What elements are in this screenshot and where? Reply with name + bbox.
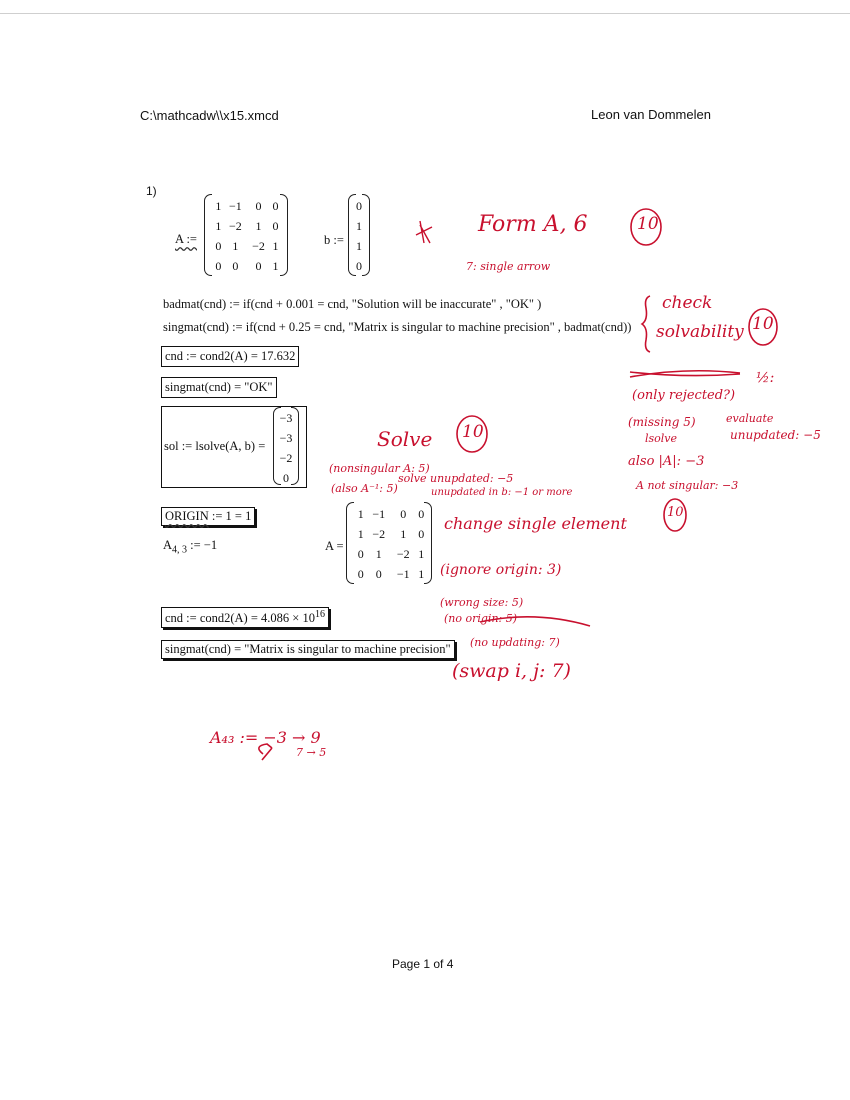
- badmat-definition: badmat(cnd) := if(cnd + 0.001 = cnd, "Solution will be inaccurate" , "OK" ): [163, 297, 542, 311]
- solve-annotation: Solve: [377, 427, 433, 451]
- matrix-a-cell: 1: [272, 258, 279, 273]
- assign-value: := −1: [187, 538, 218, 552]
- matrix-a2-cell: −2: [396, 546, 410, 561]
- matrix-a-row: [213, 196, 281, 216]
- form-mark: [416, 221, 432, 243]
- vector-b-cell: 0: [356, 258, 362, 273]
- matrix-a-right-bracket: [280, 194, 288, 276]
- matrix-a2-left-bracket: [346, 502, 354, 584]
- matrix-a2-cell: −1: [396, 566, 410, 581]
- page-number: Page 1 of 4: [392, 957, 454, 971]
- matrix-a2-row: [355, 564, 427, 584]
- solution-cell: −3: [279, 430, 293, 445]
- matrix-a2-cell: −2: [372, 526, 386, 541]
- matrix-a2-cell: 1: [418, 566, 425, 581]
- vector-b-row: [355, 196, 363, 216]
- solution-row: [279, 448, 293, 468]
- matrix-a-cell: 0: [255, 198, 262, 213]
- matrix-a-table: [213, 196, 281, 276]
- vector-b: [348, 194, 370, 276]
- unupdated-note: unupdated: −5: [730, 428, 821, 442]
- origin-statement: [161, 507, 255, 526]
- vector-b-right-bracket: [362, 194, 370, 276]
- strike-2: [630, 372, 740, 376]
- matrix-a-row: [213, 236, 281, 256]
- matrix-a2-cell: 1: [418, 546, 425, 561]
- vector-b-table: [355, 196, 363, 276]
- matrix-a-cell: 1: [272, 238, 279, 253]
- form-note: 7: single arrow: [466, 260, 551, 273]
- author-name: Leon van Dommelen: [591, 107, 711, 122]
- matrix-a2-cell: 1: [357, 506, 364, 521]
- strike-1: [630, 371, 740, 377]
- assign-var: A: [163, 538, 173, 552]
- solution-table: [279, 408, 293, 488]
- problem-number: 1): [146, 184, 157, 198]
- solution-row: [279, 428, 293, 448]
- matrix-a2-table: [355, 504, 427, 584]
- matrix-a-row: [213, 216, 281, 236]
- check-score-2: 10: [667, 505, 684, 520]
- lsolve-note: lsolve: [645, 432, 678, 445]
- solution-row: [279, 408, 293, 428]
- only-rejected-note: (only rejected?): [632, 388, 736, 403]
- half-note: ½:: [756, 370, 775, 386]
- bottom-note-2: 7 → 5: [296, 746, 327, 759]
- vector-b-cell: 1: [356, 238, 362, 253]
- matrix-a2-cell: 1: [400, 526, 407, 541]
- matrix-a: [204, 194, 288, 276]
- vector-b-cell: 0: [356, 198, 362, 213]
- matrix-a-cell: 0: [272, 198, 279, 213]
- matrix-a-cell: 0: [215, 258, 222, 273]
- matrix-a2-cell: 1: [375, 546, 382, 561]
- matrix-a-cell: 0: [215, 238, 222, 253]
- matrix-a2-cell: −1: [372, 506, 386, 521]
- ignore-origin-note: (ignore origin: 3): [440, 562, 562, 578]
- nonsingular-note: (nonsingular A: 5): [329, 462, 430, 475]
- origin-keyword: ORIGIN: [165, 509, 209, 523]
- matrix-a-cell: −1: [229, 198, 242, 213]
- matrix-a-cell: −2: [252, 238, 265, 253]
- matrix-a2-cell: 0: [357, 546, 364, 561]
- matrix-a-cell: 0: [272, 218, 279, 233]
- matrix-a2-row: [355, 524, 427, 544]
- matrix-a2-cell: 0: [418, 506, 425, 521]
- check-annotation: check: [662, 293, 713, 313]
- assign-subscript: 4, 3: [172, 544, 188, 556]
- form-annotation: Form A, 6: [478, 212, 588, 237]
- also-inverse-note: (also A⁻¹: 5): [331, 482, 398, 495]
- also-det-note: also |A|: −3: [628, 454, 705, 469]
- matrix-a2-cell: 1: [357, 526, 364, 541]
- file-path: C:\mathcadw\\x15.xmcd: [140, 108, 279, 123]
- not-singular-note: A not singular: −3: [636, 479, 739, 492]
- matrix-a-cell: 0: [255, 258, 262, 273]
- matrix-a-left-bracket: [204, 194, 212, 276]
- matrix-a2-cell: 0: [375, 566, 382, 581]
- vector-b-row: [355, 216, 363, 236]
- matrix-a-cell: 1: [232, 238, 239, 253]
- solution-row: [279, 468, 293, 488]
- solve-score: 10: [462, 422, 484, 442]
- singmat-definition: singmat(cnd) := if(cnd + 0.25 = cnd, "Matrix is singular to machine precision" , badmat(cnd)): [163, 320, 632, 334]
- evaluate-note: evaluate: [726, 412, 774, 425]
- form-score: 10: [637, 214, 659, 234]
- matrix-a2-cell: 0: [357, 566, 364, 581]
- check-brace: [642, 296, 650, 352]
- element-assignment: [163, 538, 217, 556]
- matrix-a2: [346, 502, 432, 584]
- change-element-annotation: change single element: [444, 514, 627, 533]
- vector-b-cell: 1: [356, 218, 362, 233]
- matrix-a-label: [175, 232, 197, 247]
- no-updating-note: (no updating: 7): [470, 636, 560, 649]
- solvability-annotation: solvability: [656, 322, 744, 342]
- cond-result-2: [161, 607, 329, 628]
- missing-note: (missing 5): [628, 415, 696, 429]
- solve-label: sol := lsolve(A, b) =: [164, 439, 266, 453]
- solution-cell: −3: [279, 410, 293, 425]
- matrix-a-row: [213, 256, 281, 276]
- solution-cell: −2: [279, 450, 293, 465]
- matrix-a-cell: 1: [255, 218, 262, 233]
- cond-result-1: cnd := cond2(A) = 17.632: [161, 346, 299, 367]
- cond2-text: cnd := cond2(A) = 4.086 × 10: [165, 611, 315, 626]
- bottom-note: A₄₃ := −3 → 9: [210, 728, 321, 747]
- matrix-a2-cell: 0: [400, 506, 407, 521]
- matrix-a2-row: [355, 504, 427, 524]
- vector-b-row: [355, 256, 363, 276]
- matrix-a2-cell: 0: [418, 526, 425, 541]
- cond2-exponent: 16: [314, 609, 325, 620]
- matrix-a-cell: 1: [215, 198, 222, 213]
- origin-value: := 1 = 1: [208, 509, 252, 523]
- matrix-a-label-text: A :=: [175, 232, 197, 246]
- no-origin-note: (no origin: 5): [444, 612, 518, 625]
- unupdated-b-note: unupdated in b: −1 or more: [431, 487, 573, 498]
- swap-note: (swap i, j: 7): [452, 660, 571, 682]
- matrix-a2-label: A =: [325, 539, 344, 553]
- matrix-a-cell: −2: [229, 218, 242, 233]
- vector-b-label: b :=: [324, 233, 344, 247]
- solution-cell: 0: [283, 470, 289, 485]
- check-score: 10: [752, 314, 774, 334]
- singmat-result-1: singmat(cnd) = "OK": [161, 377, 277, 398]
- solution-vector: [273, 407, 299, 485]
- wrong-size-note: (wrong size: 5): [440, 596, 524, 609]
- vector-b-row: [355, 236, 363, 256]
- matrix-a-cell: 1: [215, 218, 222, 233]
- matrix-a-cell: 0: [232, 258, 239, 273]
- singmat-result-2: singmat(cnd) = "Matrix is singular to machine precision": [161, 640, 455, 659]
- scan-top-edge: [0, 13, 850, 14]
- solve-unupdated-note: solve unupdated: −5: [398, 472, 514, 485]
- matrix-a2-row: [355, 544, 427, 564]
